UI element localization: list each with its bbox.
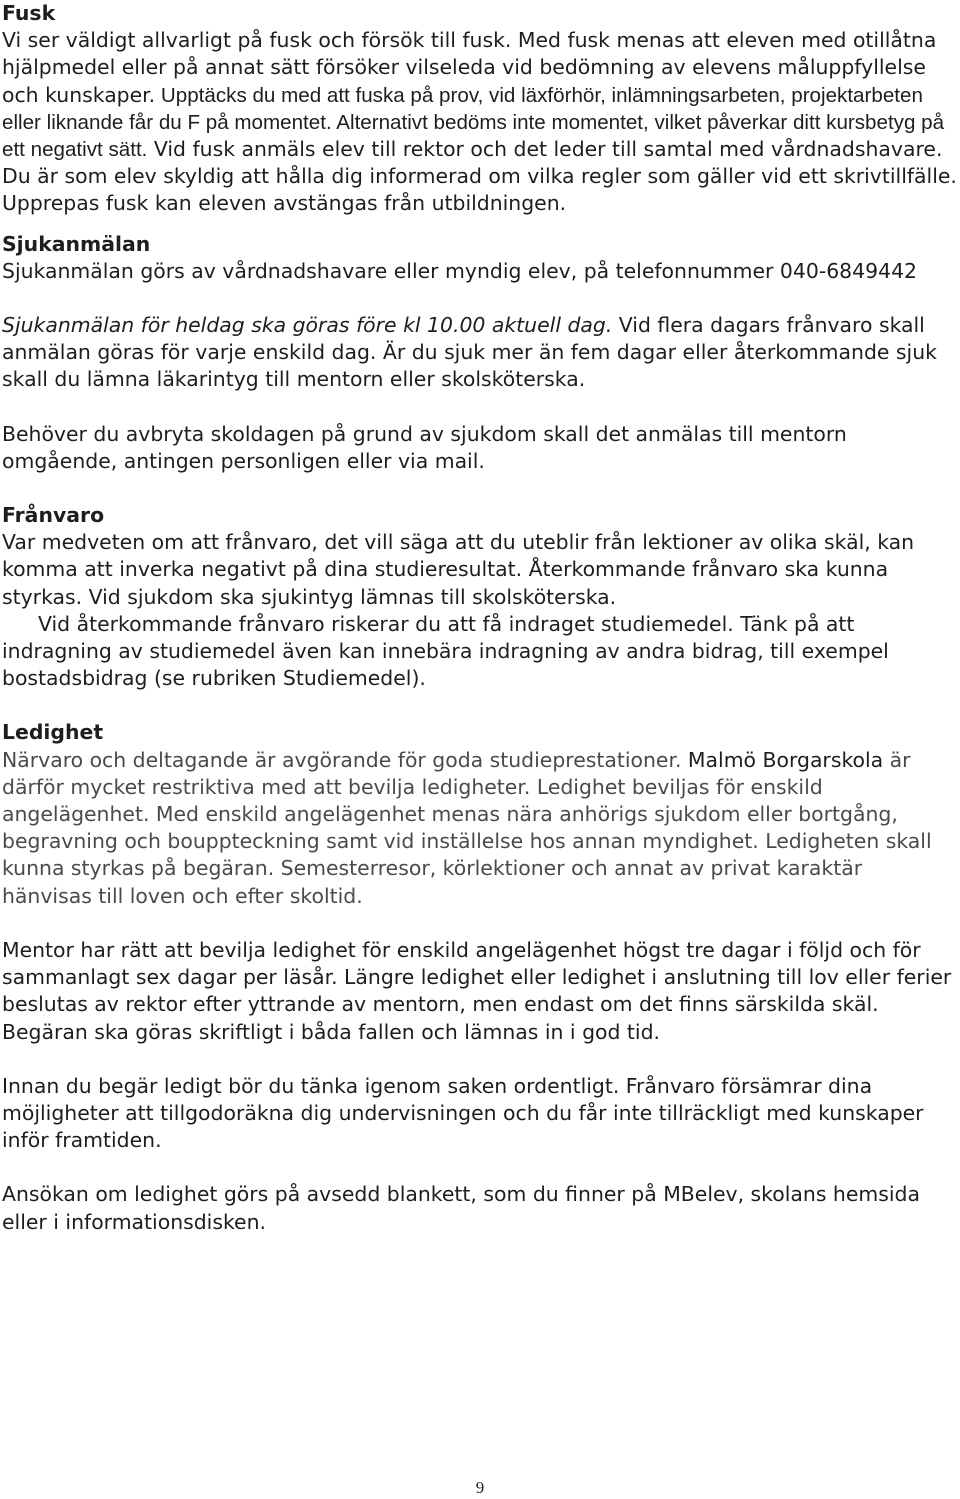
- ledighet-rules-text: är därför mycket restriktiva med att bevilja ledigheter. Ledighet beviljas för enskild angelägenhet. Med enskild angelägenhet menas nära anhörigs sjukdom eller bortgång, begravning och bouppteckning samt vid inställelse hos annan myndighet. Ledigheten skall kunna styrkas på begäran. Semesterresor, körlektioner och annat av privat karaktär hänvisas till loven och efter skoltid.: [2, 747, 932, 908]
- fusk-text-5: Du är som elev skyldig att hålla dig informerad om vilka regler som gäller vid ett skrivtillfälle. Upprepas fusk kan eleven avstängas från utbildningen.: [2, 164, 957, 216]
- heading-ledighet: Ledighet: [2, 720, 104, 745]
- paragraph-fusk: [2, 27, 957, 217]
- paragraph-franvaro-2-first-line: [2, 611, 957, 693]
- paragraph-ledighet-2: Mentor har rätt att bevilja ledighet för enskild angelägenhet högst tre dagar i följd och för sammanlagt sex dagar per läsår. Längre ledighet eller ledighet i anslutning till lov eller ferier beslutas av rektor efter yttrande av mentorn, men endast om det finns särskilda skäl. Begäran ska göras skriftligt i båda fallen och lämnas in i god tid.: [2, 937, 952, 1044]
- paragraph-franvaro-2: Vid återkommande frånvaro riskerar du att få indraget studiemedel. Tänk på att indragning av studiemedel även kan innebära indragning av andra bidrag, till exempel bostadsbidrag (se rubriken Studiemedel).: [2, 611, 889, 691]
- fusk-text-1: Vi ser väldigt allvarligt på fusk och försök till fusk. Med fusk menas att eleven med otillåtna hjälpmedel eller på annat sätt försöker vilseleda vid bedömning av elevens måluppfyllelse och kunskaper.: [2, 28, 937, 107]
- heading-franvaro: Frånvaro: [2, 503, 105, 528]
- paragraph-sjukanmalan-avbryta: Behöver du avbryta skoldagen på grund av sjukdom skall det anmälas till mentorn omgående, antingen personligen eller via mail.: [2, 421, 847, 473]
- paragraph-ledighet-4: Ansökan om ledighet görs på avsedd blankett, som du finner på MBelev, skolans hemsida eller i informationsdisken.: [2, 1182, 920, 1234]
- fusk-text-2: Upptäcks du med att fuska på prov, vid läxförhör, inlämningsarbeten, projektarbeten eller liknande får du F på momentet.: [2, 83, 923, 134]
- page-number: 9: [475, 1478, 485, 1497]
- sjukanmalan-deadline-text: Sjukanmälan för heldag ska göras före kl 10.00 aktuell dag.: [2, 313, 613, 338]
- section-ledighet: [2, 719, 957, 1235]
- paragraph-sjukanmalan-phone: Sjukanmälan görs av vårdnadshavare eller myndig elev, på telefonnummer 040-6849442: [2, 258, 918, 283]
- sjukanmalan-rules-text: Vid flera dagars frånvaro skall anmälan göras för varje enskild dag. Är du sjuk mer än fem dagar eller återkommande sjuk skall du lämna läkarintyg till mentorn eller skolsköterska.: [2, 313, 937, 392]
- section-franvaro: [2, 502, 957, 692]
- heading-sjukanmalan: Sjukanmälan: [2, 231, 151, 256]
- section-fusk: [2, 0, 957, 218]
- paragraph-ledighet-3: Innan du begär ledigt bör du tänka igenom saken ordentligt. Frånvaro försämrar dina möjligheter att tillgodoräkna dig undervisningen och du får inte tillräckligt med kunskaper inför framtiden.: [2, 1073, 924, 1153]
- fusk-text-3: Alternativt bedöms inte momentet, vilket påverkar ditt kursbetyg på ett negativt sätt.: [2, 110, 945, 162]
- ledighet-school-name: Malmö Borgarskola: [681, 747, 884, 772]
- paragraph-franvaro-1: Var medveten om att frånvaro, det vill säga att du uteblir från lektioner av olika skäl, kan komma att inverka negativt på dina studieresultat. Återkommande frånvaro ska kunna styrkas. Vid sjukdom ska sjukintyg lämnas till skolsköterska.: [2, 530, 915, 609]
- paragraph-sjukanmalan-rules: [2, 312, 957, 394]
- paragraph-ledighet-1: [2, 747, 957, 910]
- section-sjukanmalan: [2, 231, 957, 475]
- ledighet-intro-text: Närvaro och deltagande är avgörande för goda studieprestationer.: [2, 747, 682, 772]
- fusk-text-4: Vid fusk anmäls elev till rektor och det leder till samtal med vårdnadshavare.: [147, 137, 943, 162]
- heading-fusk: Fusk: [2, 1, 56, 25]
